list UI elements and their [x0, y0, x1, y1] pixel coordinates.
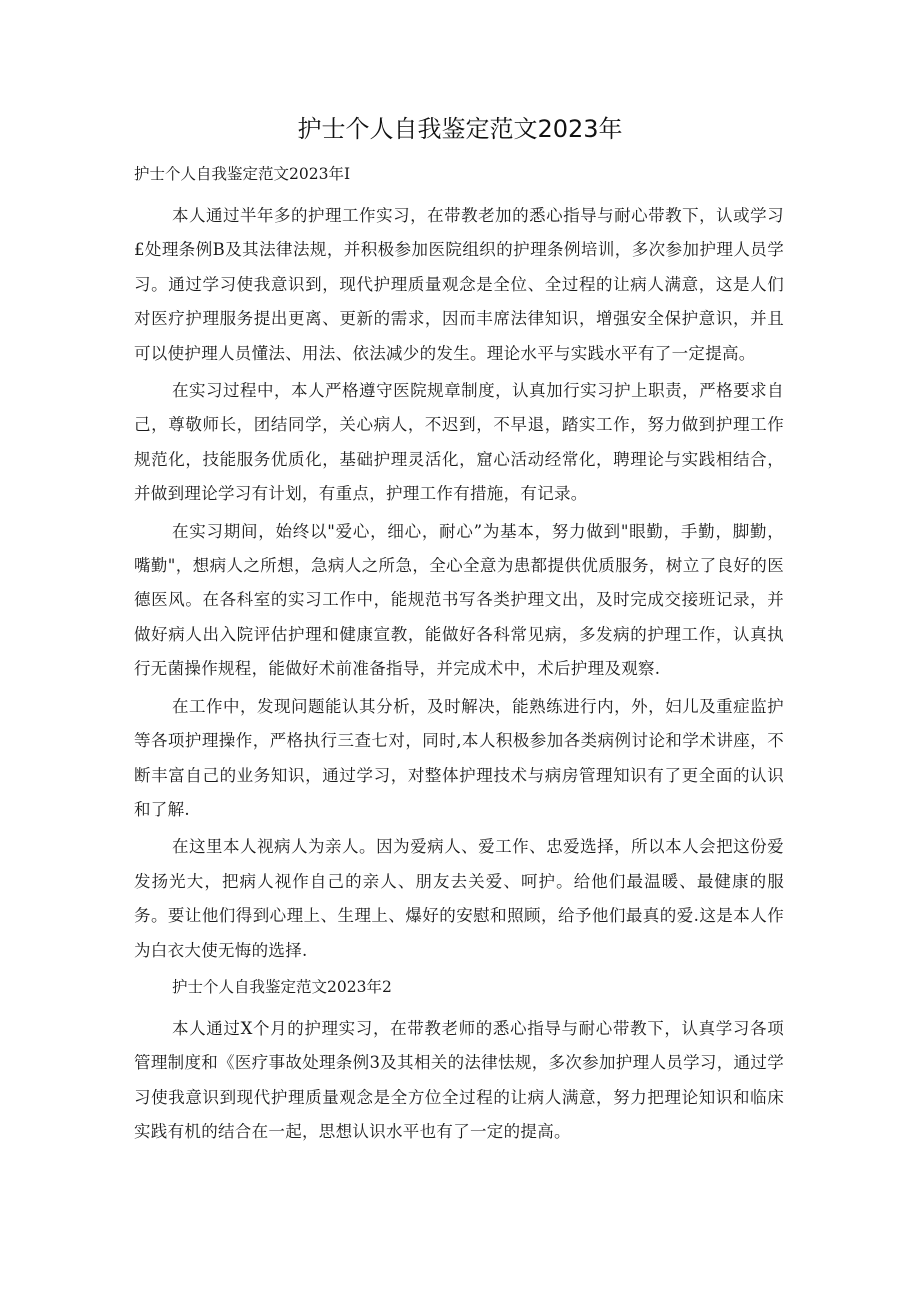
section-2-paragraph-1: 本人通过X个月的护理实习，在带教老师的悉心指导与耐心带教下，认真学习各项管理制度和《医疗事故处理条例3及其相关的法律怯规，多次参加护理人员学习，通过学习使我意识到现代护理质量观念是全方位全过程的让病人满意，努力把理论知识和临床实践有机的结合在一起，思想认识水平也有了一定的提高。: [134, 1018, 784, 1142]
document-body: [134, 158, 784, 1153]
section-1-paragraph-1: 本人通过半年多的护理工作实习，在带教老加的悉心指导与耐心带教下，认或学习£处理条例B及其法律法规，并积极参加医院组织的护理条例培训，多次参加护理人员学习。通过学习使我意识到，现代护理质量观念是全位、全过程的让病人满意，这是人们对医疗护理服务提出更离、更新的需求，因而丰席法律知识，增强安全保护意识，并且可以使护理人员懂法、用法、依法减少的发生。理论水平与实践水平有了一定提高。: [134, 206, 784, 363]
section-1-heading: 护士个人自我鉴定范文2023年I: [134, 165, 351, 183]
section-1-paragraph-3: 在实习期间，始终以"爱心，细心，耐心”为基本，努力做到"眼勤，手勤，脚勤，嘴勤"，想病人之所想，急病人之所急，全心全意为患都提供优质服务，树立了良好的医德医风。在各科室的实习工作中，能规范书写各类护理文出，及时完成交接班记录，并做好病人出入院评估护理和健康宣教，能做好各科常见病，多发病的护理工作，认真执行无菌操作规程，能做好术前准备指导，并完成术中，术后护理及观察.: [134, 521, 784, 679]
section-1-paragraph-2: 在实习过程中，本人严格遵守医院规章制度，认真加行实习护上职责，严格要求自己，尊敬师长，团结同学，关心病人，不迟到，不早退，踏实工作，努力做到护理工作规范化，技能服务优质化，基础护理灵活化，窟心活动经常化，聘理论与实践相结合，并做到理论学习有计划，有重点，护理工作有措施，有记录。: [134, 381, 784, 504]
section-1-paragraph-5: 在这里本人视病人为亲人。因为爱病人、爱工作、忠爱选择，所以本人会把这份爱发扬光大，把病人视作自己的亲人、朋友去关爱、呵护。给他们最温暖、最健康的服务。要让他们得到心理上、生理上、爆好的安慰和照顾，给予他们最真的爱.这是本人作为白衣大使无悔的选择.: [134, 837, 784, 960]
section-2-heading: 护士个人自我鉴定范文2023年2: [172, 977, 392, 996]
document-title: 护士个人自我鉴定范文2023年: [297, 115, 623, 143]
section-1-paragraph-4: 在工作中，发现问题能认其分析，及时解决，能熟练进行内，外，妇儿及重症监护等各项护理操作，严格执行三查七对，同时,本人积极参加各类病例讨论和学术讲座，不断丰富自己的业务知识，通过学习，对整体护理技术与病房管理知识有了更全面的认识和了解.: [134, 696, 784, 819]
